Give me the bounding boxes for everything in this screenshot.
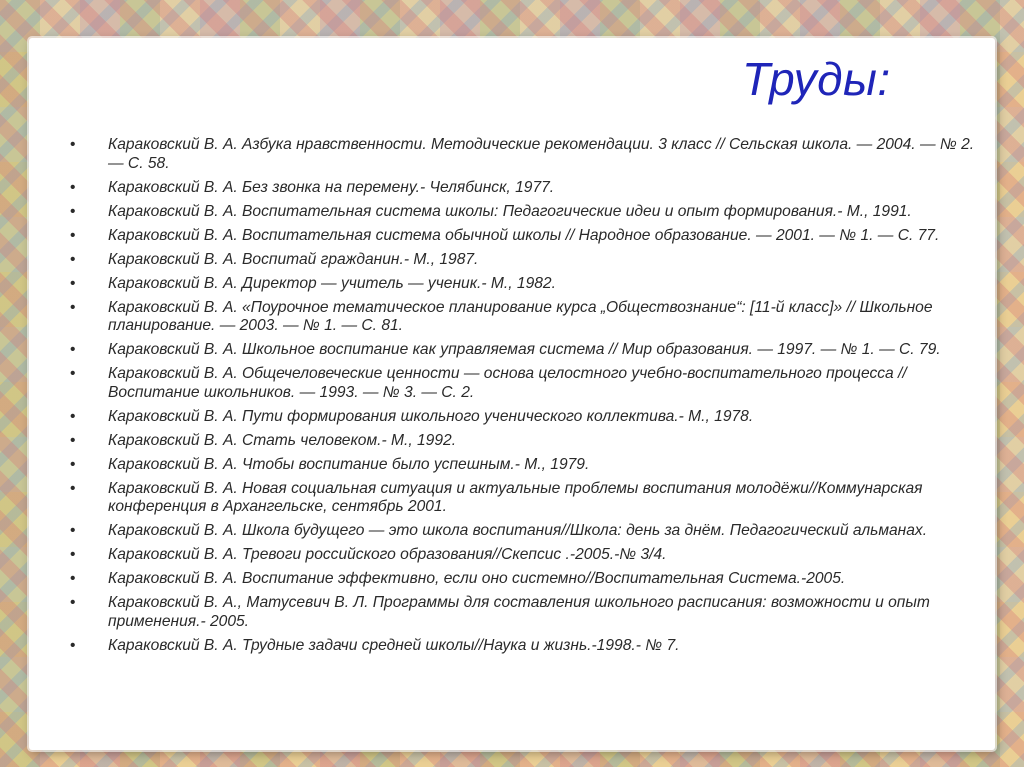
reference-item — [70, 275, 978, 294]
reference-item — [70, 179, 978, 198]
reference-item — [70, 227, 978, 246]
bullet-icon: • — [70, 594, 76, 611]
reference-text: Караковский В. А. Воспитание эффективно, если оно системно//Воспитательная Система.-2005. — [108, 570, 846, 587]
bullet-icon: • — [70, 636, 76, 654]
reference-item — [70, 299, 978, 336]
reference-text: Караковский В. А. Новая социальная ситуация и актуальные проблемы воспитания молодёжи//Коммунарская конференция в Архангельске, сентябрь 2001. — [108, 479, 923, 515]
bullet-icon: • — [70, 136, 76, 153]
reference-item — [70, 546, 978, 565]
bullet-icon: • — [70, 407, 76, 425]
slide-title: Труды: — [742, 53, 891, 105]
reference-item — [70, 522, 978, 541]
reference-item — [70, 637, 978, 656]
reference-item — [70, 570, 978, 589]
reference-text: Караковский В. А. Воспитательная система школы: Педагогические идеи и опыт формирования.- М., 1991. — [108, 202, 912, 220]
reference-item — [70, 480, 978, 517]
reference-text: Караковский В. А. Общечеловеческие ценности — основа целостного учебно-воспитательного процесса // Воспитание школьников. — 1993. — № 3. — С. 2. — [108, 365, 907, 401]
reference-item — [70, 365, 978, 402]
bullet-icon: • — [70, 522, 76, 539]
bullet-icon: • — [70, 570, 76, 587]
reference-item — [70, 341, 978, 360]
reference-text: Караковский В. А. Пути формирования школьного ученического коллектива.- М., 1978. — [108, 407, 754, 425]
reference-text: Караковский В. А. Без звонка на перемену.- Челябинск, 1977. — [108, 178, 555, 196]
reference-item — [70, 136, 978, 173]
reference-text: Караковский В. А. Воспитай гражданин.- М., 1987. — [108, 250, 479, 268]
reference-text: Караковский В. А. Стать человеком.- М., 1992. — [108, 431, 457, 449]
reference-item — [70, 432, 978, 451]
bullet-icon: • — [70, 178, 76, 196]
reference-item — [70, 408, 978, 427]
reference-text: Караковский В. А. Воспитательная система обычной школы // Народное образование. — 2001. — № 1. — С. 77. — [108, 226, 940, 244]
reference-text: Караковский В. А. Трудные задачи средней школы//Наука и жизнь.-1998.- № 7. — [108, 636, 680, 654]
bullet-icon: • — [70, 202, 76, 220]
reference-item — [70, 203, 978, 222]
reference-item — [70, 251, 978, 270]
reference-text: Караковский В. А. «Поурочное тематическое планирование курса „Обществознание“: [11-й класс]» // Школьное планирование. — 2003. — № 1. — С. 81. — [108, 298, 933, 334]
bullet-icon: • — [70, 479, 76, 497]
reference-text: Караковский В. А. Чтобы воспитание было успешным.- М., 1979. — [108, 455, 590, 473]
reference-text: Караковский В. А. Тревоги российского образования//Скепсис .-2005.-№ 3/4. — [108, 546, 667, 563]
reference-text: Караковский В. А. Школьное воспитание как управляемая система // Мир образования. — 1997. — № 1. — С. 79. — [108, 341, 941, 358]
bullet-icon: • — [70, 298, 76, 316]
bullet-icon: • — [70, 250, 76, 268]
reference-item — [70, 594, 978, 631]
bullet-icon: • — [70, 341, 76, 358]
reference-item — [70, 456, 978, 475]
reference-text: Караковский В. А. Азбука нравственности. Методические рекомендации. 3 класс // Сельская школа. — 2004. — № 2. — С. 58. — [108, 136, 975, 172]
reference-text: Караковский В. А. Школа будущего — это школа воспитания//Школа: день за днём. Педагогический альманах. — [108, 522, 928, 539]
bullet-icon: • — [70, 546, 76, 563]
bullet-icon: • — [70, 274, 76, 292]
bullet-icon: • — [70, 455, 76, 473]
bullet-icon: • — [70, 365, 76, 382]
reference-text: Караковский В. А., Матусевич В. Л. Программы для составления школьного расписания: возможности и опыт применения.- 2005. — [108, 594, 930, 630]
bullet-icon: • — [70, 226, 76, 244]
references-list — [70, 136, 978, 661]
reference-text: Караковский В. А. Директор — учитель — ученик.- М., 1982. — [108, 274, 556, 292]
bullet-icon: • — [70, 431, 76, 449]
